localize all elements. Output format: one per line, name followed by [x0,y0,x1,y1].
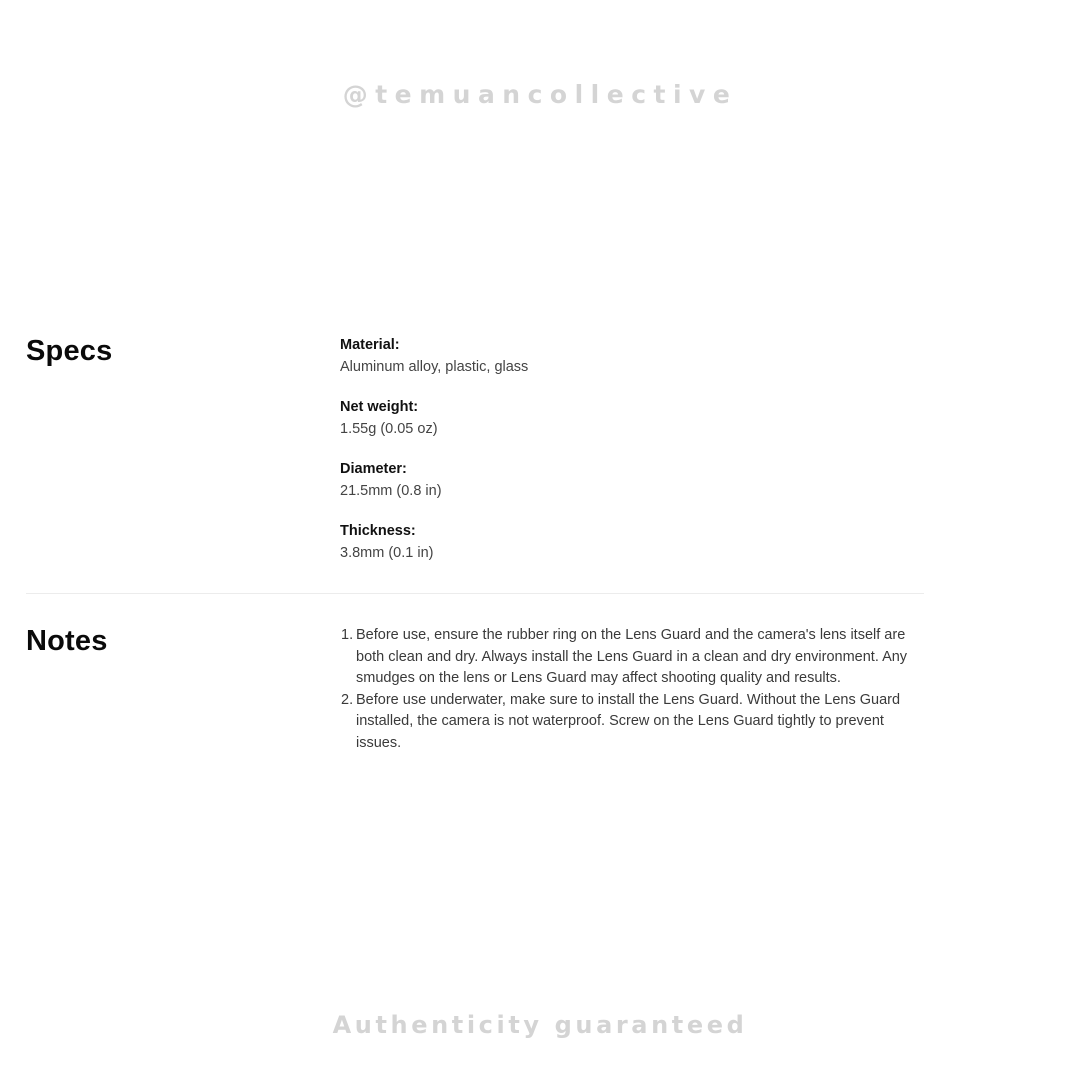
specs-list [340,336,920,584]
spec-label: Diameter: [340,461,407,477]
spec-label: Thickness: [340,523,416,539]
note-item [340,625,915,690]
section-divider [26,593,924,594]
note-number: 2. [341,691,354,708]
spec-item-net-weight [340,398,920,460]
watermark-top: @temuancollective [342,80,738,109]
spec-item-material [340,336,920,398]
specs-heading: Specs [26,335,113,367]
spec-value: 21.5mm (0.8 in) [340,483,442,499]
spec-value: 3.8mm (0.1 in) [340,545,434,561]
spec-item-diameter [340,460,920,522]
note-item [340,690,915,755]
note-text: Before use, ensure the rubber ring on the Lens Guard and the camera's lens itself are both clean and dry. Always install the Lens Guard in a clean and dry environment. Any smudges on the lens or Lens Guard may affect shooting quality and results. [356,627,908,687]
spec-value: Aluminum alloy, plastic, glass [340,359,529,375]
spec-label: Material: [340,337,400,353]
notes-heading: Notes [26,625,108,657]
note-number: 1. [341,627,354,643]
spec-label: Net weight: [340,399,419,415]
notes-list [340,625,915,755]
note-text: Before use underwater, make sure to install the Lens Guard. Without the Lens Guard installed, the camera is not waterproof. Screw on the Lens Guard tightly to prevent issues. [356,691,901,751]
watermark-bottom: Authenticity guaranteed [332,1011,748,1039]
spec-value: 1.55g (0.05 oz) [340,421,438,437]
spec-item-thickness [340,522,920,584]
